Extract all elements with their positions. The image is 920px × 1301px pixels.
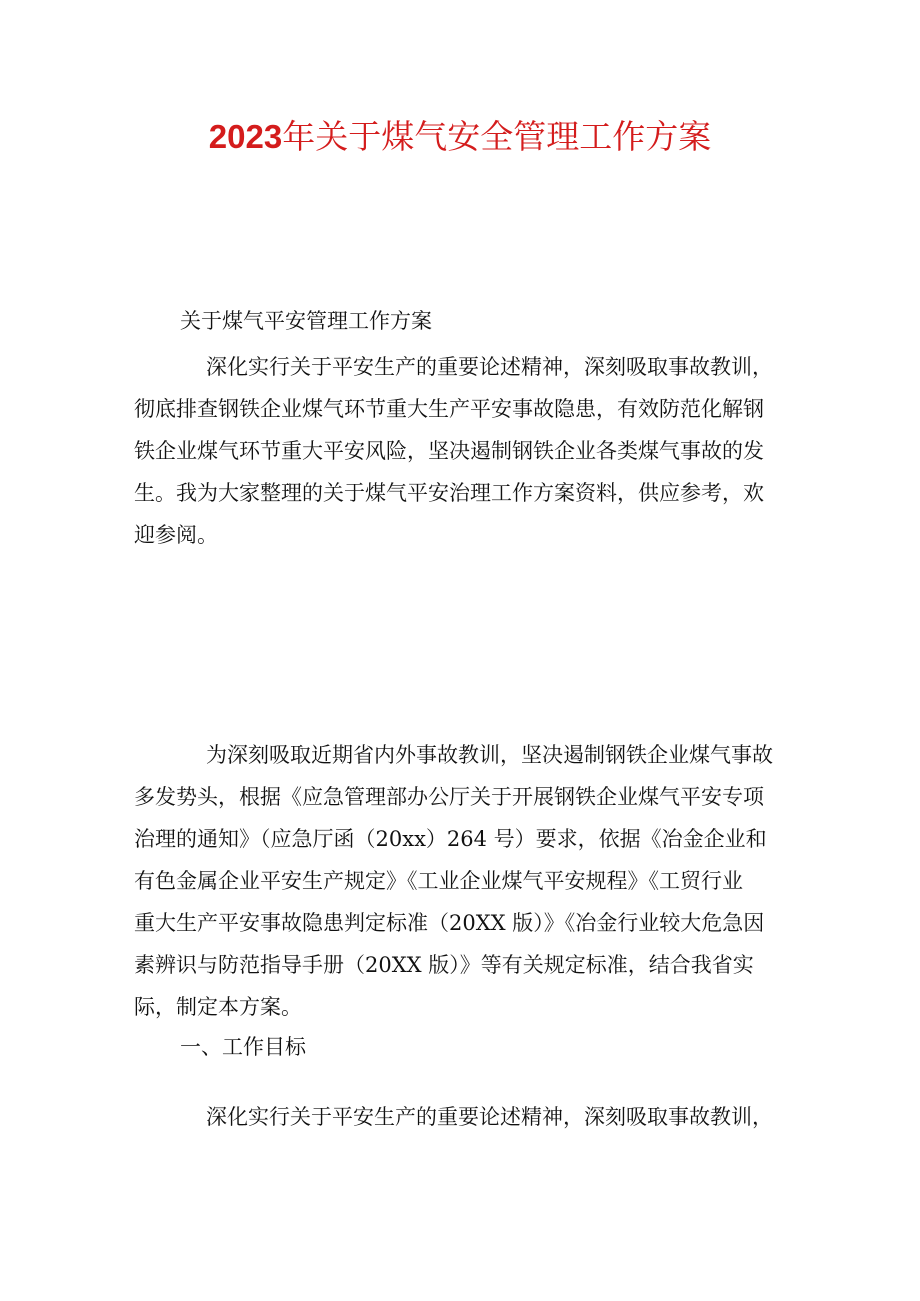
paragraph-line: 生。我为大家整理的关于煤气平安治理工作方案资料，供应参考，欢 (134, 481, 764, 505)
document-title (0, 112, 920, 162)
paragraph-line: 深化实行关于平安生产的重要论述精神，深刻吸取事故教训， (206, 355, 773, 379)
paragraph-line: 深化实行关于平安生产的重要论述精神，深刻吸取事故教训， (206, 1105, 773, 1129)
subtitle: 关于煤气平安管理工作方案 (180, 309, 432, 333)
paragraph-line: 重大生产平安事故隐患判定标准（20XX 版）》《冶金行业较大危急因 (134, 911, 765, 935)
section-heading-block (134, 1026, 794, 1068)
basis-paragraph (134, 734, 794, 1028)
paragraph-line: 彻底排查钢铁企业煤气环节重大生产平安事故隐患，有效防范化解钢 (134, 397, 764, 421)
paragraph-line: 际，制定本方案。 (134, 995, 302, 1019)
paragraph-line: 铁企业煤气环节重大平安风险，坚决遏制钢铁企业各类煤气事故的发 (134, 439, 764, 463)
subtitle-block (134, 300, 794, 342)
title-text: 年关于煤气安全管理工作方案 (282, 117, 712, 156)
section-heading: 一、工作目标 (180, 1035, 306, 1059)
paragraph-line: 为深刻吸取近期省内外事故教训，坚决遏制钢铁企业煤气事故 (206, 743, 773, 767)
paragraph-line: 素辨识与防范指导手册（20XX 版）》等有关规定标准，结合我省实 (134, 953, 754, 977)
paragraph-line: 有色金属企业平安生产规定》《工业企业煤气平安规程》《工贸行业 (134, 869, 743, 893)
paragraph-line: 迎参阅。 (134, 523, 218, 547)
title-year: 2023 (208, 118, 283, 155)
paragraph-line: 治理的通知》（应急厅函（20xx）264 号）要求，依据《冶金企业和 (134, 827, 767, 851)
paragraph-line: 多发势头，根据《应急管理部办公厅关于开展钢铁企业煤气平安专项 (134, 785, 764, 809)
goal-paragraph (134, 1096, 794, 1138)
intro-paragraph (134, 346, 794, 556)
